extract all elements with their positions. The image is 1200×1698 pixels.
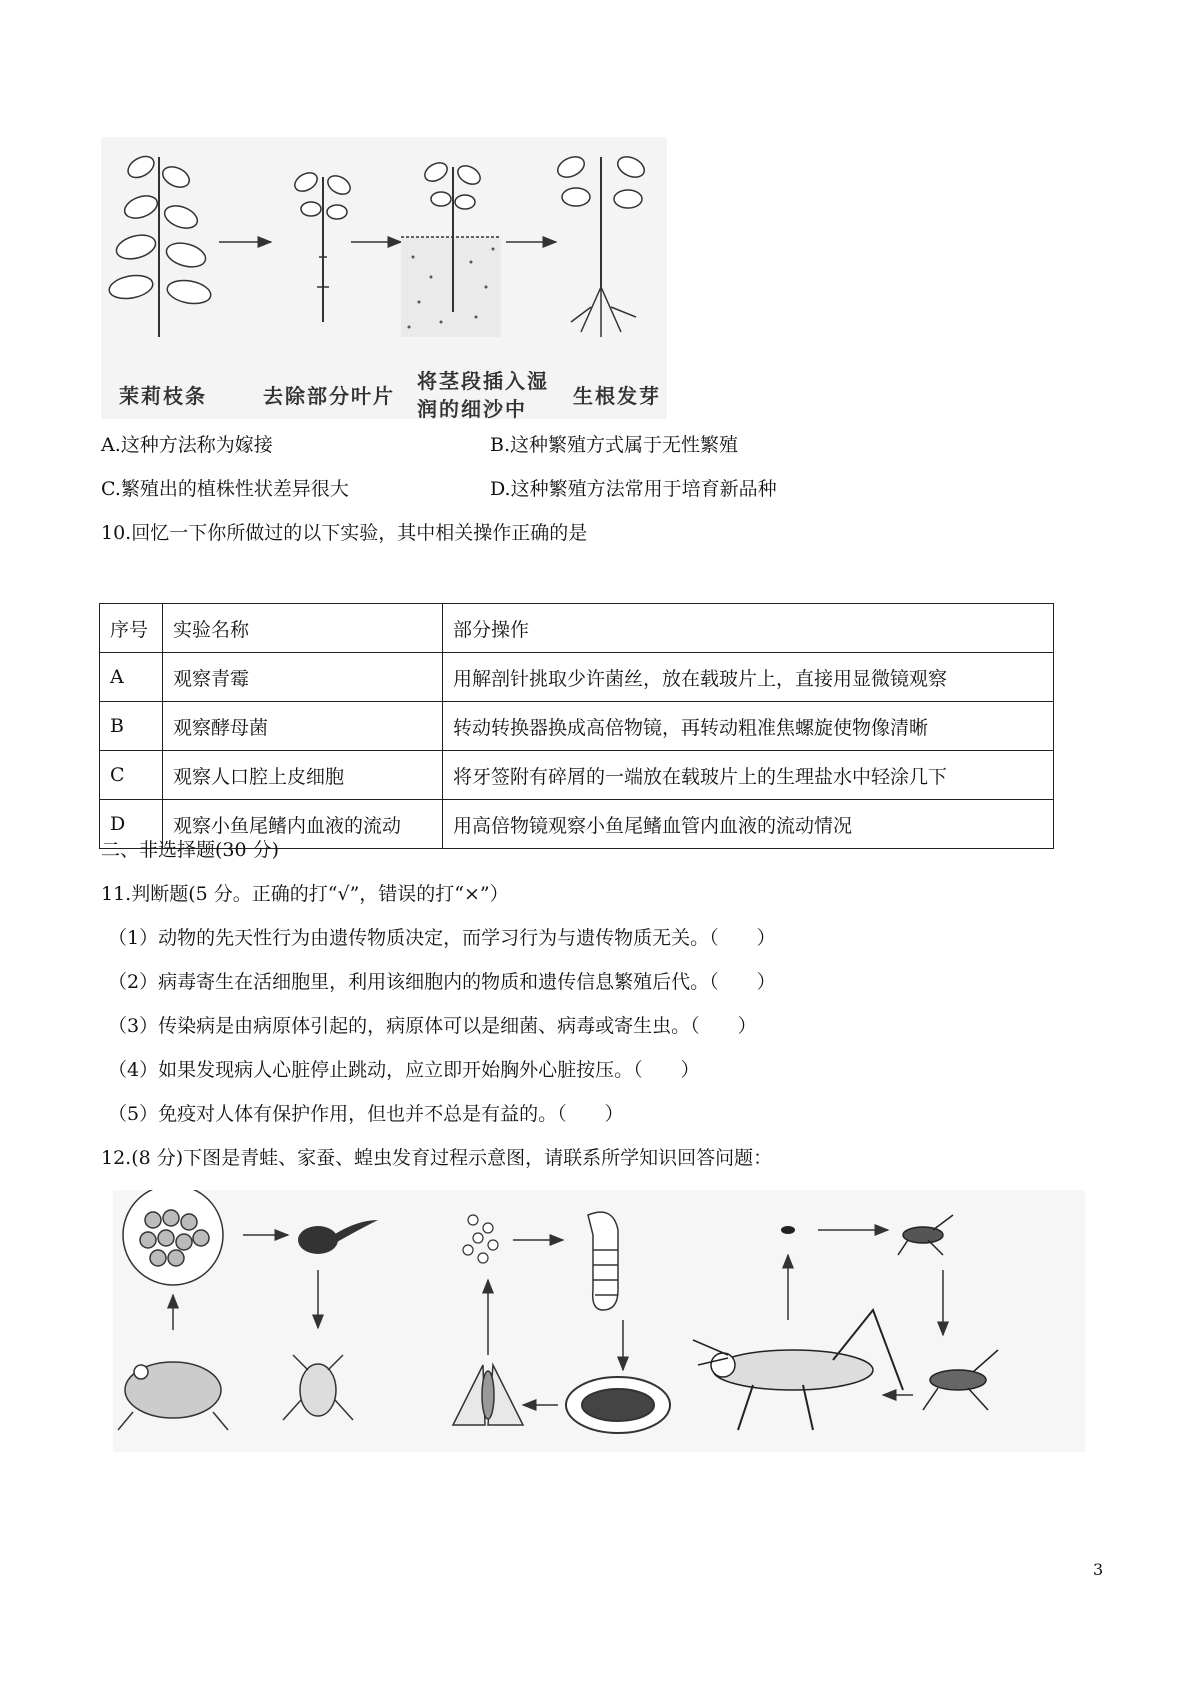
frog-eggs-icon	[123, 1190, 223, 1285]
table-cell: 用高倍物镜观察小鱼尾鳍血管内血液的流动情况	[443, 800, 1054, 849]
q9-option-b: B.这种繁殖方式属于无性繁殖	[490, 434, 739, 456]
section-title: 二、非选择题(30 分)	[101, 839, 280, 861]
locust-nymph-small-icon	[898, 1215, 953, 1255]
silkworm-eggs-icon	[463, 1215, 498, 1263]
cutting-propagation-figure	[101, 137, 667, 419]
adult-frog-icon	[118, 1362, 228, 1430]
table-cell: 观察小鱼尾鳍内血液的流动	[163, 800, 443, 849]
jasmine-branch-icon	[107, 152, 212, 337]
q11-item-5: （5）免疫对人体有保护作用，但也并不总是有益的。（ ）	[108, 1103, 624, 1125]
table-row	[100, 653, 1054, 702]
rooted-plant-icon	[555, 153, 648, 337]
silkworm-larva-icon	[588, 1212, 618, 1310]
table-cell: 用解剖针挑取少许菌丝，放在载玻片上，直接用显微镜观察	[443, 653, 1054, 702]
table-row	[100, 751, 1054, 800]
stem-in-sand-icon	[401, 159, 501, 337]
caption-remove-leaves: 去除部分叶片	[263, 384, 395, 408]
trimmed-stem-icon	[292, 169, 354, 322]
table-cell: 观察人口腔上皮细胞	[163, 751, 443, 800]
q10-stem: 10.回忆一下你所做过的以下实验，其中相关操作正确的是	[101, 522, 588, 544]
caption-insert-stem-2: 润的细沙中	[417, 397, 527, 421]
q11-item-1: （1）动物的先天性行为由遗传物质决定，而学习行为与遗传物质无关。（ ）	[108, 927, 776, 949]
caption-root-sprout: 生根发芽	[573, 384, 661, 408]
silkworm-cocoon-icon	[566, 1377, 670, 1433]
table-cell: 转动转换器换成高倍物镜，再转动粗准焦螺旋使物像清晰	[443, 702, 1054, 751]
experiment-table	[99, 603, 1054, 849]
q12-stem: 12.(8 分)下图是青蛙、家蚕、蝗虫发育过程示意图，请联系所学知识回答问题：	[101, 1147, 773, 1169]
table-cell: 将牙签附有碎屑的一端放在载玻片上的生理盐水中轻涂几下	[443, 751, 1054, 800]
development-illustration	[113, 1190, 1085, 1452]
tadpole-icon	[298, 1220, 378, 1254]
table-row	[100, 702, 1054, 751]
development-cycles-figure	[113, 1190, 1085, 1452]
header-cell: 序号	[100, 604, 163, 653]
table-cell: C	[100, 751, 163, 800]
page-number: 3	[1093, 1560, 1104, 1579]
table-cell: D	[100, 800, 163, 849]
table-cell: A	[100, 653, 163, 702]
table-cell: 观察酵母菌	[163, 702, 443, 751]
locust-nymph-large-icon	[923, 1350, 998, 1410]
q11-item-3: （3）传染病是由病原体引起的，病原体可以是细菌、病毒或寄生虫。（ ）	[108, 1015, 757, 1037]
cutting-illustration	[101, 137, 667, 419]
adult-locust-icon	[693, 1310, 903, 1430]
caption-insert-stem-1: 将茎段插入湿	[417, 369, 549, 393]
locust-egg-icon	[781, 1226, 795, 1234]
header-cell: 部分操作	[443, 604, 1054, 653]
table-cell: 观察青霉	[163, 653, 443, 702]
q11-item-2: （2）病毒寄生在活细胞里，利用该细胞内的物质和遗传信息繁殖后代。（ ）	[108, 971, 776, 993]
q9-option-d: D.这种繁殖方法常用于培育新品种	[490, 478, 777, 500]
table-cell: B	[100, 702, 163, 751]
caption-jasmine-branch: 茉莉枝条	[119, 384, 207, 408]
q11-item-4: （4）如果发现病人心脏停止跳动，应立即开始胸外心脏按压。（ ）	[108, 1059, 700, 1081]
q11-stem: 11.判断题(5 分。正确的打“√”，错误的打“×”）	[101, 883, 509, 905]
froglet-icon	[283, 1355, 353, 1420]
table-header-row	[100, 604, 1054, 653]
q9-option-a: A.这种方法称为嫁接	[101, 434, 273, 456]
q9-option-c: C.繁殖出的植株性状差异很大	[101, 478, 349, 500]
silk-moth-icon	[453, 1365, 523, 1425]
header-cell: 实验名称	[163, 604, 443, 653]
